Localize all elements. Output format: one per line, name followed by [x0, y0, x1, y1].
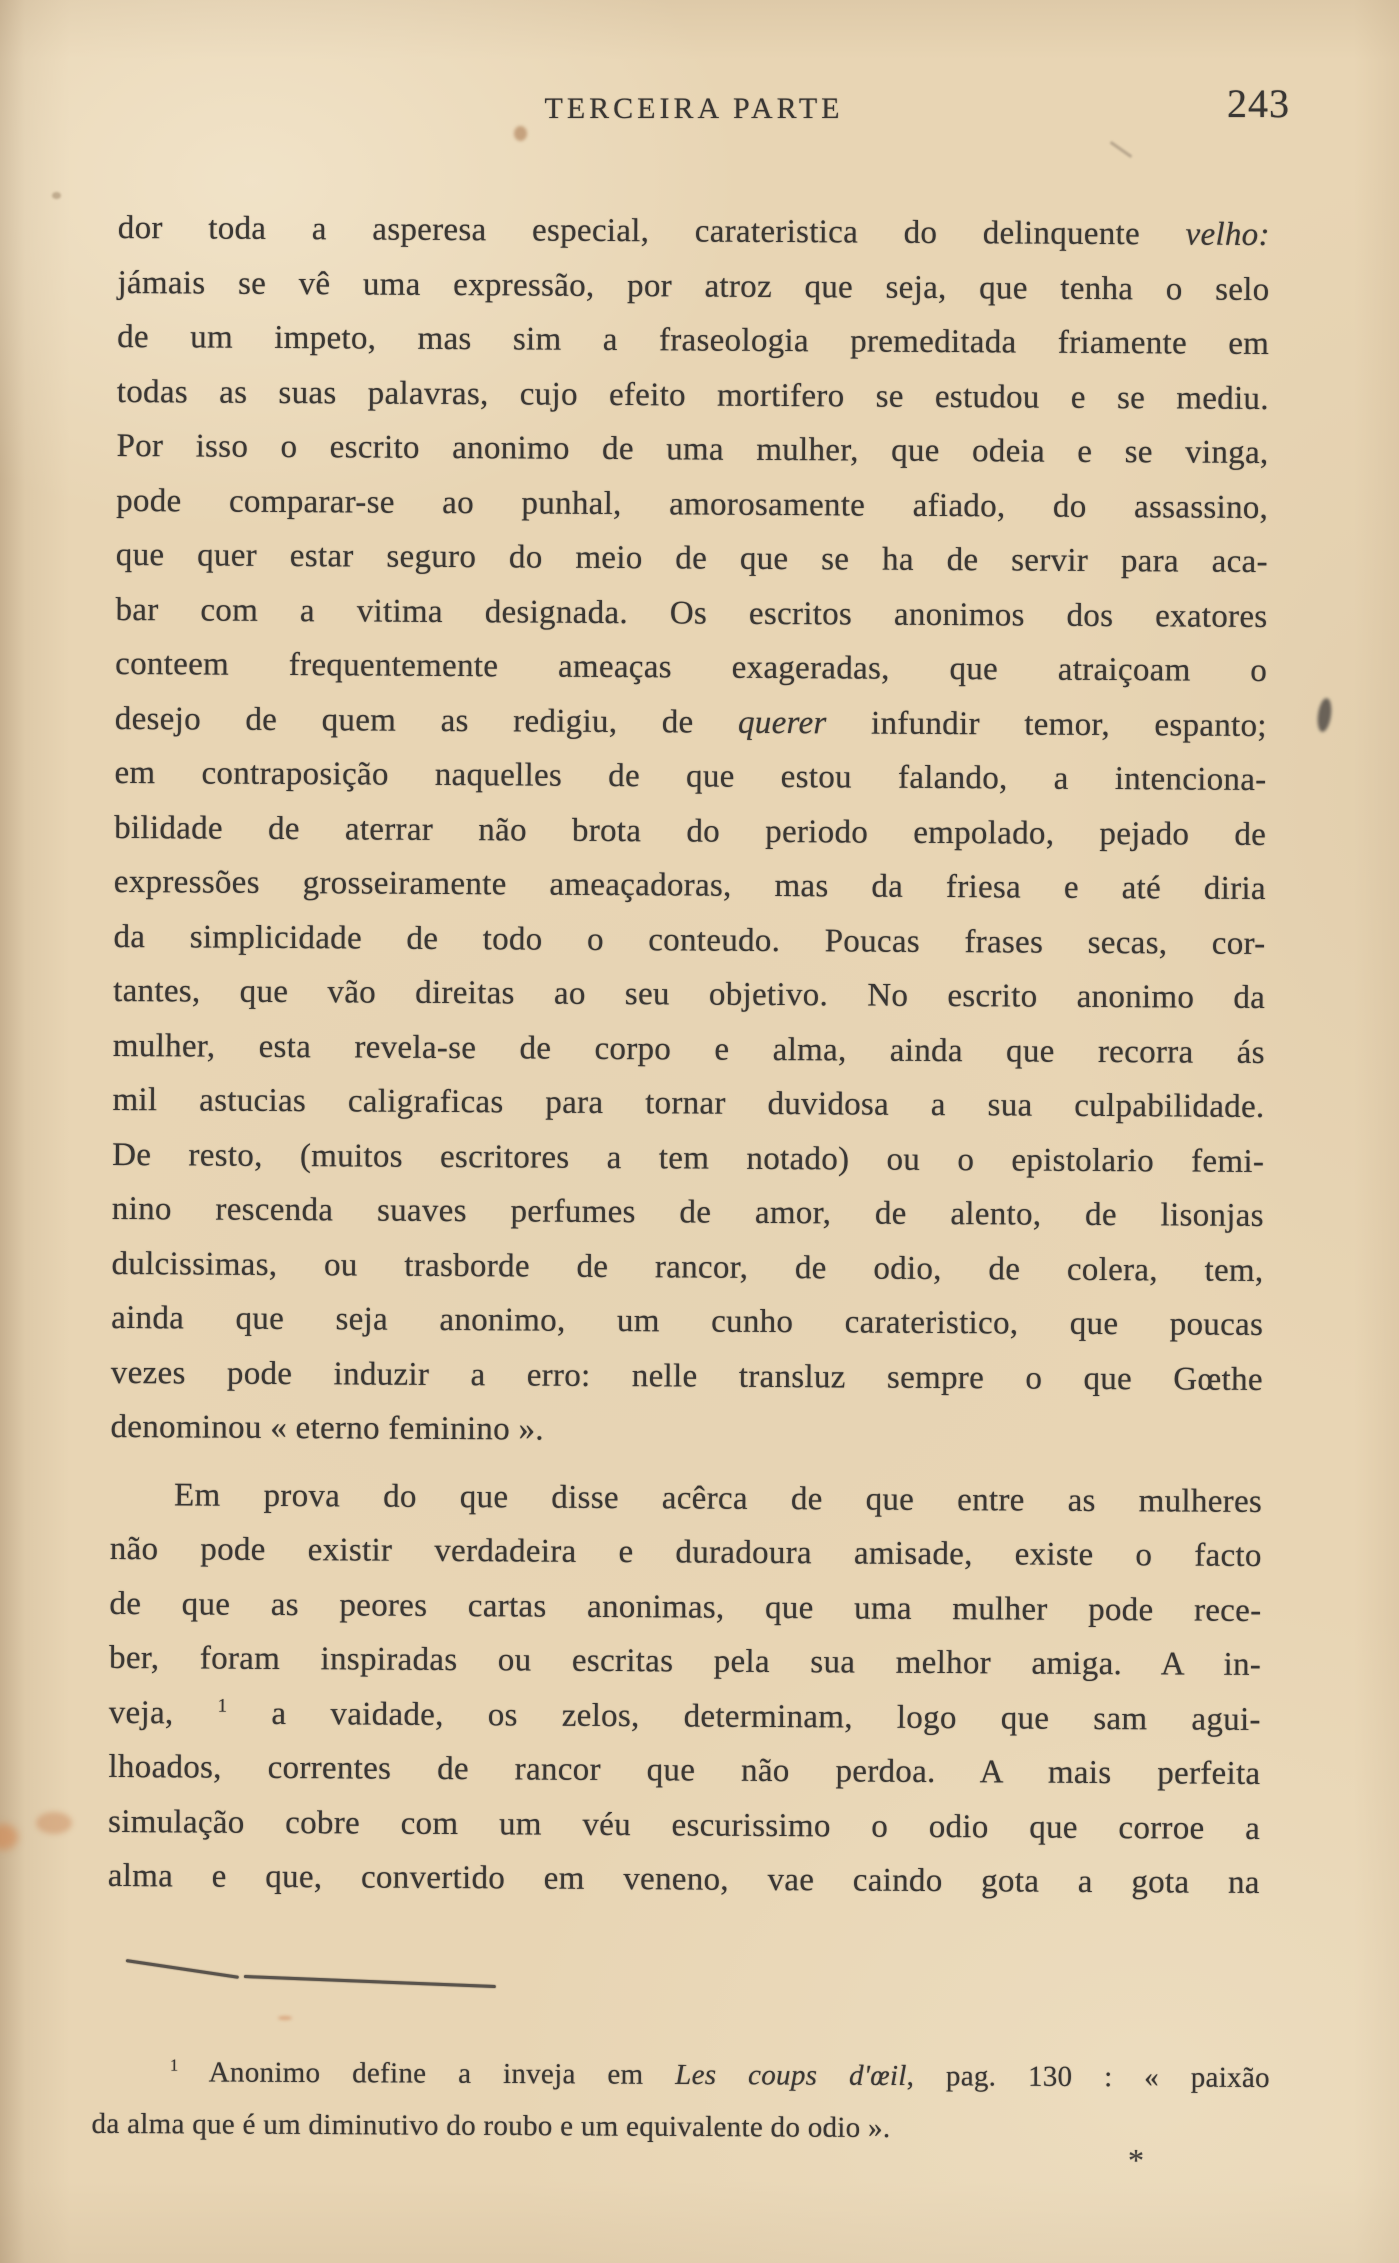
- superscript-footnote-ref: 1: [169, 2055, 179, 2075]
- paper-stain: [514, 126, 527, 141]
- text-segment: infundir temor, espanto;: [826, 704, 1267, 744]
- body-text-line: [117, 255, 1269, 317]
- running-header-section-title: TERCEIRA PARTE: [544, 92, 844, 125]
- text-segment: em contraposição naquelles de que estou falando, a intenciona-: [114, 754, 1267, 798]
- body-text-line: [109, 1685, 1261, 1747]
- body-text-line: [113, 909, 1265, 971]
- ink-mark: [1109, 141, 1132, 158]
- text-segment: da alma que é um diminutivo do roubo e um equivalente do odio ».: [91, 2107, 891, 2145]
- paper-speck: [52, 192, 61, 199]
- text-segment: bilidade de aterrar não brota do periodo empolado, pejado de: [114, 809, 1267, 853]
- body-text-line: [114, 855, 1266, 917]
- text-segment: Anonimo define a inveja em: [178, 2056, 676, 2091]
- text-segment: vezes pode induzir a erro: nelle transluz sempre o que Gœthe: [110, 1354, 1263, 1398]
- superscript-footnote-ref: 1: [217, 1695, 228, 1717]
- rust-stain-edge: [0, 1824, 18, 1850]
- body-text-line: [110, 1400, 1262, 1462]
- text-segment: jámais se vê uma expressão, por atroz que seja, que tenha o selo: [117, 264, 1270, 308]
- text-segment: ber, foram inspiradas ou escritas pela sua melhor amiga. A in-: [109, 1639, 1262, 1683]
- text-segment: mil astucias caligraficas para tornar duvidosa a sua culpabilidade.: [112, 1081, 1265, 1125]
- text-segment: dor toda a asperesa especial, carateristica do delinquente: [117, 209, 1186, 253]
- text-segment: desejo de quem as redigiu, de: [114, 700, 739, 741]
- body-text-line: [116, 419, 1268, 481]
- italic-text-segment: querer: [737, 704, 827, 741]
- body-text-line: [112, 1182, 1264, 1244]
- text-segment: De resto, (muitos escritores a tem notado) ou o epistolario femi-: [112, 1136, 1265, 1180]
- text-segment: mulher, esta revela-se de corpo e alma, ainda que recorra ás: [112, 1027, 1265, 1071]
- footnote-line: [118, 2046, 1270, 2104]
- body-text-line: [114, 800, 1266, 862]
- body-text-line: [108, 1794, 1260, 1856]
- body-text-line: [112, 1127, 1264, 1189]
- body-text-line: [116, 528, 1268, 590]
- body-text-line: [110, 1522, 1262, 1584]
- text-segment: bar com a vitima designada. Os escritos anonimos dos exatores: [115, 591, 1268, 635]
- body-text-line: [110, 1467, 1262, 1529]
- body-text-line: [113, 1018, 1265, 1080]
- footnote-separator-stroke: [244, 1975, 496, 1988]
- text-segment: Em prova do que disse acêrca de que entre as mulheres: [174, 1476, 1263, 1520]
- rust-mark: [278, 2016, 292, 2020]
- text-segment: que quer estar seguro do meio de que se ha de servir para aca-: [115, 536, 1268, 580]
- body-text-line: [115, 691, 1267, 753]
- page-number: 243: [1227, 81, 1290, 126]
- italic-text-segment: velho:: [1185, 216, 1270, 253]
- text-segment: nino rescenda suaves perfumes de amor, de alento, de lisonjas: [111, 1190, 1264, 1234]
- body-text-line: [108, 1849, 1260, 1911]
- body-text-line: [118, 201, 1270, 263]
- text-segment: de um impeto, mas sim a fraseologia premeditada friamente em: [117, 318, 1270, 362]
- text-segment: alma e que, convertido em veneno, vae caindo gota a gota na: [107, 1857, 1260, 1901]
- body-text-line: [112, 1073, 1264, 1135]
- text-segment: de que as peores cartas anonimas, que uma mulher pode rece-: [109, 1585, 1262, 1629]
- text-segment: denominou « eterno feminino ».: [110, 1408, 544, 1448]
- body-text-line: [115, 637, 1267, 699]
- text-segment: não pode existir verdadeira e duradoura amisade, existe o facto: [109, 1530, 1262, 1574]
- text-segment: dulcissimas, ou trasborde de rancor, de odio, de colera, tem,: [111, 1245, 1264, 1289]
- body-text-line: [108, 1740, 1260, 1802]
- text-segment: da simplicidade de todo o conteudo. Poucas frases secas, cor-: [113, 918, 1266, 962]
- ink-blob: [1316, 697, 1334, 732]
- body-text-line: [113, 964, 1265, 1026]
- text-segment: veja,: [108, 1694, 218, 1732]
- text-segment: lhoados, correntes de rancor que não perdoa. A mais perfeita: [108, 1748, 1261, 1792]
- body-text-line: [114, 746, 1266, 808]
- signature-asterisk: *: [1128, 2142, 1144, 2178]
- text-segment: pode comparar-se ao punhal, amorosamente afiado, do assassino,: [116, 482, 1269, 526]
- text-segment: a vaidade, os zelos, determinam, logo que sam agui-: [227, 1695, 1261, 1738]
- text-segment: simulação cobre com um véu escurissimo o odio que corroe a: [108, 1803, 1261, 1847]
- body-text-block: [108, 201, 1270, 1911]
- text-segment: Por isso o escrito anonimo de uma mulher, que odeia e se vinga,: [116, 427, 1269, 471]
- text-segment: ainda que seja anonimo, um cunho carateristico, que poucas: [111, 1299, 1264, 1343]
- body-text-line: [116, 473, 1268, 535]
- italic-text-segment: Les coups d'œil: [675, 2058, 907, 2093]
- body-text-line: [111, 1345, 1263, 1407]
- body-text-line: [109, 1631, 1261, 1693]
- footnote-separator-stroke: [126, 1959, 239, 1978]
- footnote-line: [91, 2098, 1269, 2156]
- body-text-line: [115, 582, 1267, 644]
- text-segment: expressões grosseiramente ameaçadoras, mas da friesa e até diria: [113, 863, 1266, 907]
- text-segment: conteem frequentemente ameaças exageradas, que atraiçoam o: [115, 645, 1268, 689]
- text-segment: todas as suas palavras, cujo efeito mortifero se estudou e se mediu.: [116, 373, 1269, 417]
- body-text-line: [109, 1576, 1261, 1638]
- text-segment: , pag. 130 : « paixão: [906, 2060, 1270, 2094]
- footnote-block: [91, 2046, 1270, 2156]
- body-text-line: [111, 1291, 1263, 1353]
- rust-stain: [36, 1812, 72, 1834]
- body-text-line: [117, 310, 1269, 372]
- text-segment: tantes, que vão direitas ao seu objetivo. No escrito anonimo da: [113, 972, 1266, 1016]
- body-text-line: [111, 1236, 1263, 1298]
- body-text-line: [117, 364, 1269, 426]
